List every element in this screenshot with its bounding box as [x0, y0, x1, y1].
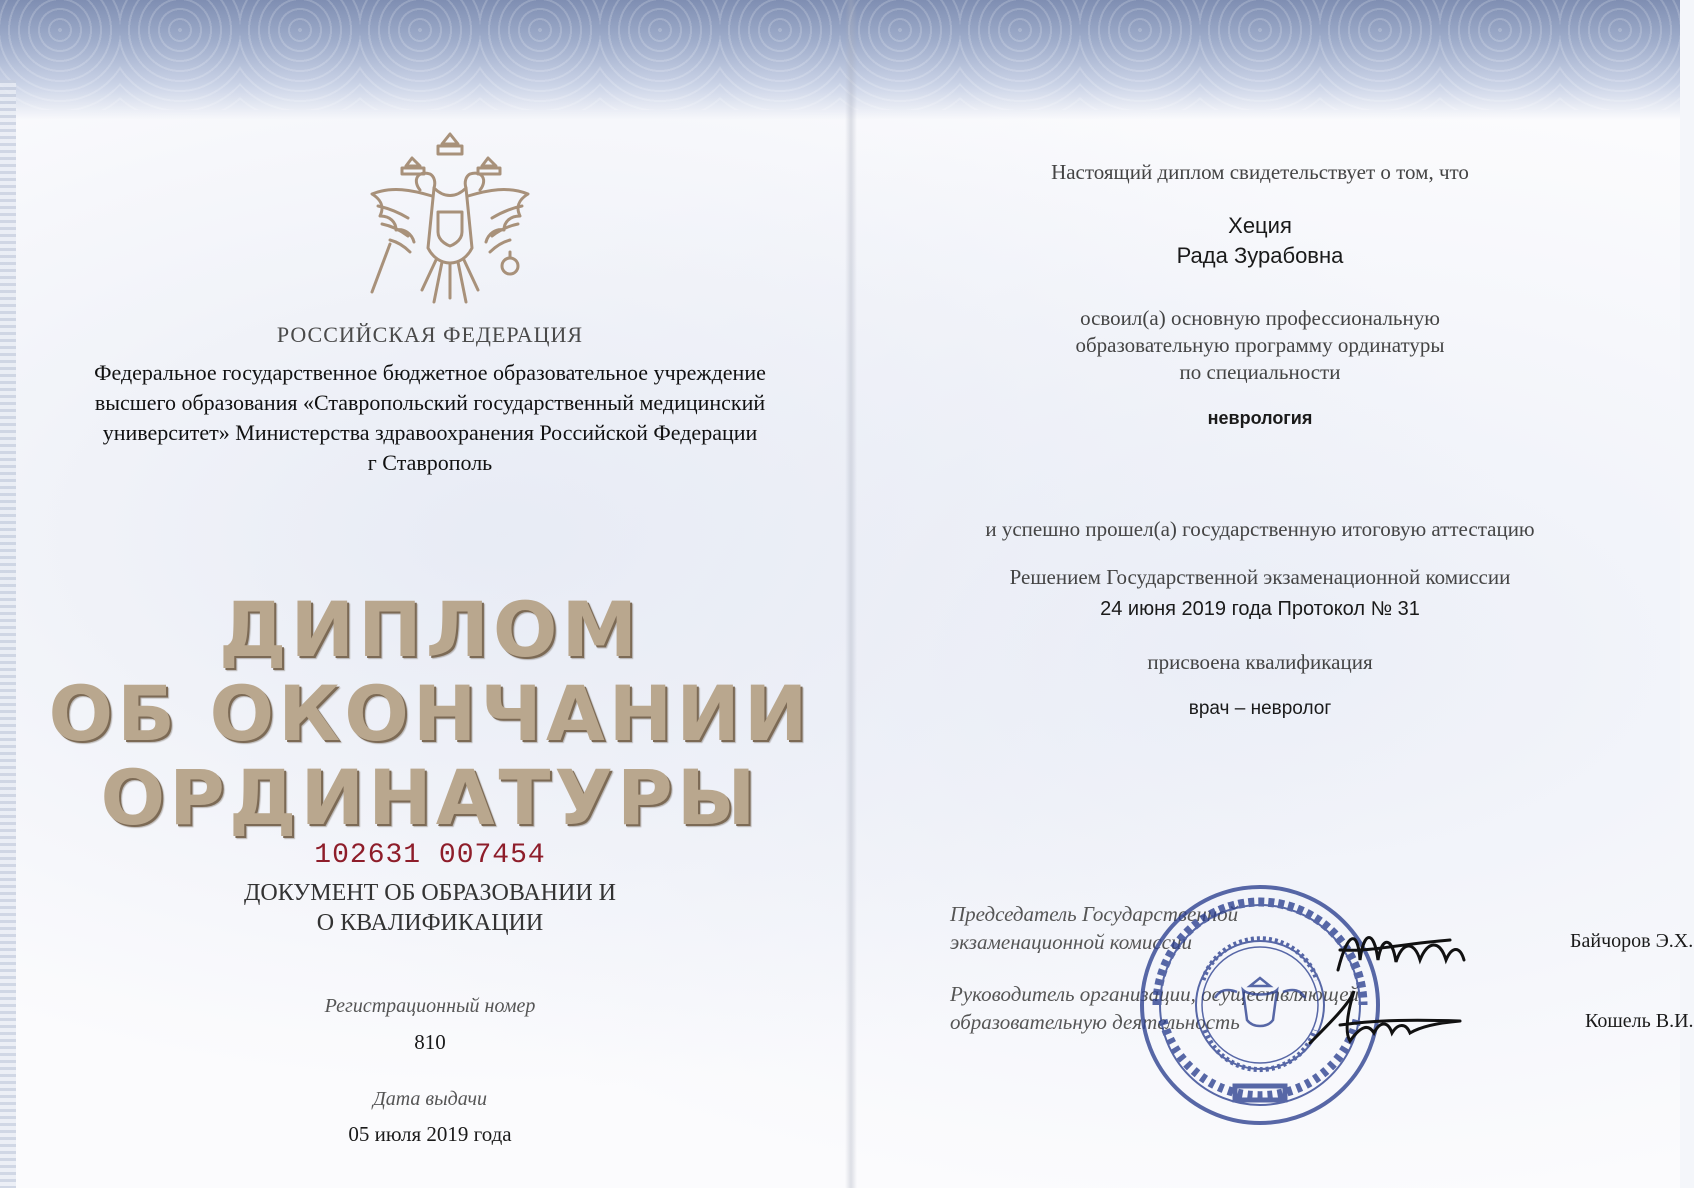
registration-number: 810	[414, 1030, 446, 1054]
signatory-name: Кошель В.И.	[1585, 1010, 1694, 1032]
role-line: Председатель Государственной	[950, 902, 1239, 926]
graduate-surname: Хеция	[1228, 213, 1292, 238]
program-line: образовательную программу ординатуры	[1075, 333, 1445, 357]
serial-number: 102631 007454	[314, 840, 546, 871]
issue-date-label: Дата выдачи	[372, 1088, 488, 1110]
title-line: ОРДИНАТУРЫ	[100, 753, 760, 842]
document-type-line: О КВАЛИФИКАЦИИ	[316, 910, 544, 936]
program-line: по специальности	[1179, 360, 1341, 384]
center-fold	[845, 0, 857, 1188]
left-page	[20, 0, 840, 1188]
role-line: экзаменационной комиссии	[950, 930, 1192, 954]
institution-line: Федеральное государственное бюджетное образовательное учреждение	[94, 360, 766, 385]
document-type	[20, 878, 840, 938]
document-type-line: ДОКУМЕНТ ОБ ОБРАЗОВАНИИ И	[244, 880, 616, 906]
decision-date-protocol: 24 июня 2019 года Протокол № 31	[1100, 598, 1420, 620]
decision-text: Решением Государственной экзаменационной комиссии	[1009, 565, 1511, 589]
title-line: ДИПЛОМ	[218, 585, 642, 674]
attestation-text: и успешно прошел(а) государственную итоговую аттестацию	[985, 517, 1535, 541]
title-line: ОБ ОКОНЧАНИИ	[48, 669, 812, 758]
graduate-given-names: Рада Зурабовна	[1176, 243, 1344, 268]
role-line: образовательную деятельность	[950, 1010, 1240, 1034]
diploma-title	[20, 585, 840, 842]
institution-city: г Ставрополь	[367, 450, 493, 475]
signature-icon	[1300, 985, 1470, 1055]
signatory-name: Байчоров Э.Х.	[1570, 930, 1694, 952]
registration-label: Регистрационный номер	[324, 995, 536, 1017]
intro-text: Настоящий диплом свидетельствует о том, что	[1051, 160, 1469, 184]
program-line: освоил(а) основную профессиональную	[1080, 306, 1440, 330]
institution-line: университет» Министерства здравоохранения Российской Федерации	[102, 420, 758, 445]
issue-date: 05 июля 2019 года	[348, 1122, 512, 1146]
page-edge-pattern	[0, 80, 16, 1188]
institution-name	[20, 358, 840, 478]
qualification-label: присвоена квалификация	[1147, 650, 1373, 674]
institution-line: высшего образования «Ставропольский государственный медицинский	[94, 390, 766, 415]
signature-icon	[1330, 920, 1480, 990]
specialty: неврология	[1207, 408, 1313, 428]
qualification: врач – невролог	[1188, 698, 1332, 719]
role-line: Руководитель организации, осуществляющей	[950, 982, 1360, 1006]
program-text	[860, 305, 1660, 386]
coat-of-arms-icon	[350, 128, 550, 328]
country-name: РОССИЙСКАЯ ФЕДЕРАЦИЯ	[276, 322, 584, 347]
